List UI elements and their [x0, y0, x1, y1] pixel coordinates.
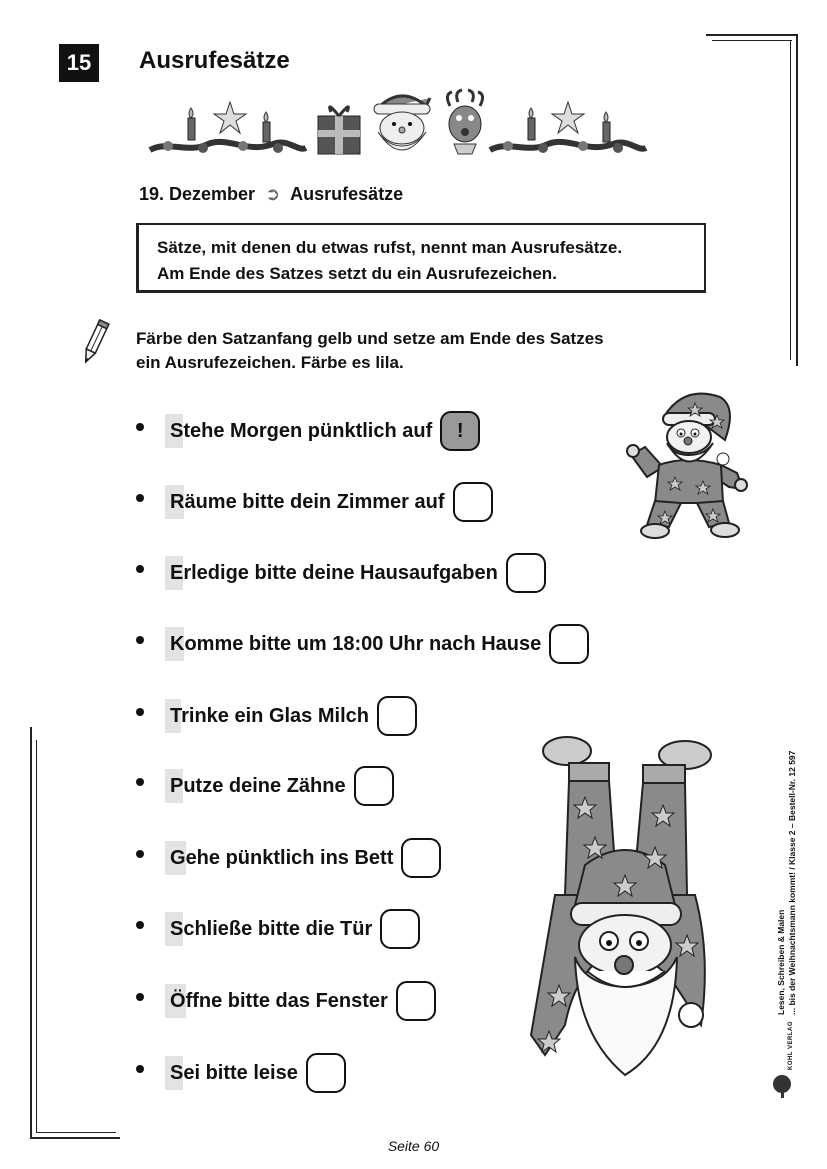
gift-icon	[318, 107, 360, 154]
candle-garland-right-icon	[490, 102, 646, 153]
frame-line-bottom-inner	[36, 1132, 116, 1133]
christmas-decoration-border	[148, 88, 648, 168]
lesson-topic: Ausrufesätze	[290, 184, 404, 204]
page-title: Ausrufesätze	[139, 47, 290, 74]
sentence-text	[165, 918, 372, 941]
rule-line-2: Am Ende des Satzes setzt du ein Ausrufezeichen.	[157, 264, 557, 283]
sentence-start-highlight[interactable]: S	[165, 414, 183, 448]
sentence-start-highlight[interactable]: G	[165, 841, 186, 875]
task-instruction	[136, 327, 696, 375]
sentence-start-highlight[interactable]: E	[165, 556, 183, 590]
frame-line-left	[30, 727, 32, 1139]
bullet	[136, 565, 144, 573]
sentence-text	[165, 1062, 298, 1085]
sentence-start-highlight[interactable]: K	[165, 627, 184, 661]
exclamation-answer-box[interactable]	[377, 696, 417, 736]
sentence-start-highlight[interactable]: R	[165, 485, 184, 519]
bullet	[136, 708, 144, 716]
sentence-text	[165, 491, 445, 514]
exclamation-answer-box[interactable]	[453, 482, 493, 522]
page-number-badge: 15	[59, 44, 99, 82]
sentence-item-6	[136, 764, 394, 808]
sentence-text	[165, 562, 498, 585]
sentence-start-highlight[interactable]: Ö	[165, 984, 186, 1018]
rule-box	[136, 223, 706, 293]
frame-line-left-inner	[36, 740, 37, 1133]
credit-line-1: Lesen, Schreiben & Malen	[776, 909, 786, 1015]
sentence-rest: tehe Morgen pünktlich auf	[183, 419, 433, 442]
instruction-line-1: Färbe den Satzanfang gelb und setze am Ende des Satzes	[136, 329, 604, 348]
frame-line-right	[796, 34, 798, 366]
sentence-item-9	[136, 979, 436, 1023]
instruction-line-2: ein Ausrufezeichen. Färbe es lila.	[136, 353, 404, 372]
publisher-credit	[776, 705, 798, 1015]
bullet	[136, 636, 144, 644]
rule-line-1: Sätze, mit denen du etwas rufst, nennt man Ausrufesätze.	[157, 238, 623, 257]
exclamation-answer-box[interactable]: !	[440, 411, 480, 451]
exclamation-answer-box[interactable]	[549, 624, 589, 664]
sentence-start-highlight[interactable]: T	[165, 699, 181, 733]
sentence-text	[165, 633, 541, 656]
santa-waving-illustration	[625, 385, 750, 540]
exclamation-answer-box[interactable]	[380, 909, 420, 949]
bullet	[136, 1065, 144, 1073]
santa-handstand-illustration	[525, 735, 725, 1085]
sentence-item-4	[136, 622, 589, 666]
pencil-icon	[80, 318, 110, 366]
sentence-item-1	[136, 409, 480, 453]
lesson-subtitle	[139, 184, 403, 205]
sentence-text	[165, 420, 432, 443]
sentence-text	[165, 990, 388, 1013]
sentence-text	[165, 705, 369, 728]
exclamation-answer-box[interactable]	[306, 1053, 346, 1093]
bullet	[136, 921, 144, 929]
sentence-start-highlight[interactable]: P	[165, 769, 183, 803]
frame-line-top-right	[706, 34, 798, 36]
sentence-rest: rledige bitte deine Hausaufgaben	[183, 561, 498, 584]
page-footer: Seite 60	[387, 1138, 440, 1154]
sentence-item-3	[136, 551, 546, 595]
frame-line-top-right-inner	[712, 40, 792, 41]
publisher-logo	[770, 1022, 800, 1100]
frame-line-right-inner	[790, 40, 791, 360]
publisher-name: KOHL VERLAG	[788, 1020, 794, 1070]
exclamation-answer-box[interactable]	[401, 838, 441, 878]
sentence-start-highlight[interactable]: S	[165, 912, 183, 946]
sentence-rest: rinke ein Glas Milch	[181, 704, 369, 727]
sentence-rest: ffne bitte das Fenster	[185, 989, 388, 1012]
santa-face-icon	[374, 96, 430, 150]
sentence-item-7	[136, 836, 441, 880]
sentence-rest: omme bitte um 18:00 Uhr nach Hause	[184, 632, 542, 655]
sentence-item-8	[136, 907, 420, 951]
bullet	[136, 423, 144, 431]
sentence-rest: ehe pünktlich ins Bett	[185, 846, 394, 869]
bullet	[136, 850, 144, 858]
sentence-item-5	[136, 694, 417, 738]
bullet	[136, 494, 144, 502]
sentence-text	[165, 847, 393, 870]
sentence-item-10	[136, 1051, 346, 1095]
circled-arrow-icon: ➲	[265, 184, 281, 204]
sentence-rest: utze deine Zähne	[183, 774, 346, 797]
sentence-rest: äume bitte dein Zimmer auf	[184, 490, 445, 513]
sentence-item-2	[136, 480, 493, 524]
exclamation-answer-box[interactable]	[354, 766, 394, 806]
sentence-rest: chließe bitte die Tür	[183, 917, 373, 940]
exclamation-answer-box[interactable]	[396, 981, 436, 1021]
sentence-rest: ei bitte leise	[183, 1061, 298, 1084]
sentence-text	[165, 775, 346, 798]
credit-line-2: ... bis der Weihnachtsmann kommt! / Klasse 2 – Bestell-Nr. 12 597	[787, 750, 797, 1015]
sentence-start-highlight[interactable]: S	[165, 1056, 183, 1090]
tree-logo-icon	[770, 1022, 800, 1100]
bullet	[136, 993, 144, 1001]
lesson-date: 19. Dezember	[139, 184, 256, 204]
exclamation-answer-box[interactable]	[506, 553, 546, 593]
bullet	[136, 778, 144, 786]
reindeer-icon	[447, 90, 482, 154]
candle-garland-left-icon	[150, 102, 306, 153]
